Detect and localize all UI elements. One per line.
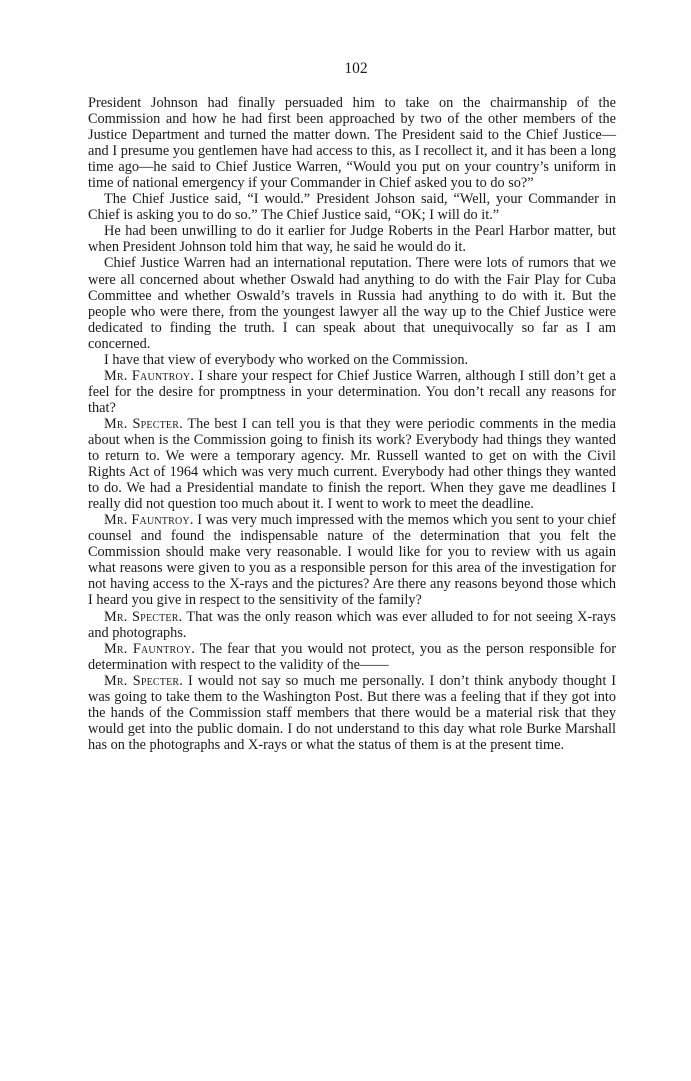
paragraph xyxy=(88,223,616,255)
paragraph xyxy=(88,352,616,368)
paragraph-text: I would not say so much me personally. I don’t think anybody thought I was going to take them to the Washington Post. But there was a feeling that if they got into the hands of the Commission staff members that there would be a material risk that they would get into the public domain. I do not understand to this day what role Burke Marshall has on the photographs and X-rays or what the status of them is at the present time. xyxy=(88,672,616,753)
paragraph-text: The fear that you would not protect, you as the person responsible for determination with respect to the validity of the—— xyxy=(88,640,616,673)
paragraph xyxy=(88,673,616,753)
paragraph-text: The Chief Justice said, “I would.” President Johson said, “Well, your Commander in Chief is asking you to do so.” The Chief Justice said, “OK; I will do it.” xyxy=(88,191,616,224)
paragraph xyxy=(88,191,616,223)
paragraph-text: That was the only reason which was ever alluded to for not seeing X-rays and photographs. xyxy=(88,608,616,641)
page-number: 102 xyxy=(344,60,368,77)
document-page xyxy=(88,60,616,753)
speaker-name: Mr. Fauntroy. xyxy=(104,512,194,529)
speaker-name: Mr. Specter. xyxy=(104,608,183,625)
paragraph-text: Chief Justice Warren had an international reputation. There were lots of rumors that we were all concerned about whether Oswald had anything to do with the Fair Play for Cuba Committee and whether Oswald’s travels in Russia had anything to do with it. But the people who were there, from the youngest lawyer all the way up to the Chief Justice were dedicated to finding the truth. I can speak about that unequivocally so far as I am concerned. xyxy=(88,255,616,352)
paragraph xyxy=(88,95,616,191)
speaker-name: Mr. Fauntroy. xyxy=(104,640,196,657)
paragraph xyxy=(88,368,616,416)
paragraph xyxy=(88,512,616,608)
paragraph xyxy=(88,609,616,641)
paragraph-text: The best I can tell you is that they were periodic comments in the media about when is the Commission going to finish its work? Everybody had things they wanted to return to. We were a temporary agency. Mr. Russell wanted to get on with the Civil Rights Act of 1964 which was very much current. Everybody had other things they wanted to do. We had a Presidential mandate to finish the report. When they gave me deadlines I really did not question too much about it. I went to work to meet the deadline. xyxy=(88,415,616,513)
speaker-name: Mr. Specter. xyxy=(104,415,183,432)
speaker-name: Mr. Fauntroy. xyxy=(104,367,195,384)
speaker-name: Mr. Specter. xyxy=(104,672,184,689)
paragraph-text: I have that view of everybody who worked on the Commission. xyxy=(104,351,469,368)
paragraph xyxy=(88,416,616,512)
paragraph xyxy=(88,641,616,673)
paragraph xyxy=(88,255,616,351)
paragraph-text: I share your respect for Chief Justice Warren, although I still don’t get a feel for the desire for promptness in your determination. You don’t recall any reasons for that? xyxy=(88,367,616,416)
paragraph-text: I was very much impressed with the memos which you sent to your chief counsel and found the indispensable nature of the determination that you felt the Commission should make very reasonable. I would like for you to review with us again what reasons were given to you as a responsible person for this area of the investigation for not having access to the X-rays and the pictures? Are there any reasons beyond those which I heard you give in respect to the sensitivity of the family? xyxy=(88,512,617,609)
paragraph-text: President Johnson had finally persuaded him to take on the chairmanship of the Commission and how he had first been approached by two of the other members of the Justice Department and turned the matter down. The President said to the Chief Justice—and I presume you gentlemen have had access to this, as I recollect it, and it has been a long time ago—he said to Chief Justice Warren, “Would you put on your country’s uniform in time of national emergency if your Commander in Chief asked you to do so?” xyxy=(88,95,616,192)
paragraph-text: He had been unwilling to do it earlier for Judge Roberts in the Pearl Harbor matter, but when President Johnson told him that way, he said he would do it. xyxy=(88,223,616,256)
